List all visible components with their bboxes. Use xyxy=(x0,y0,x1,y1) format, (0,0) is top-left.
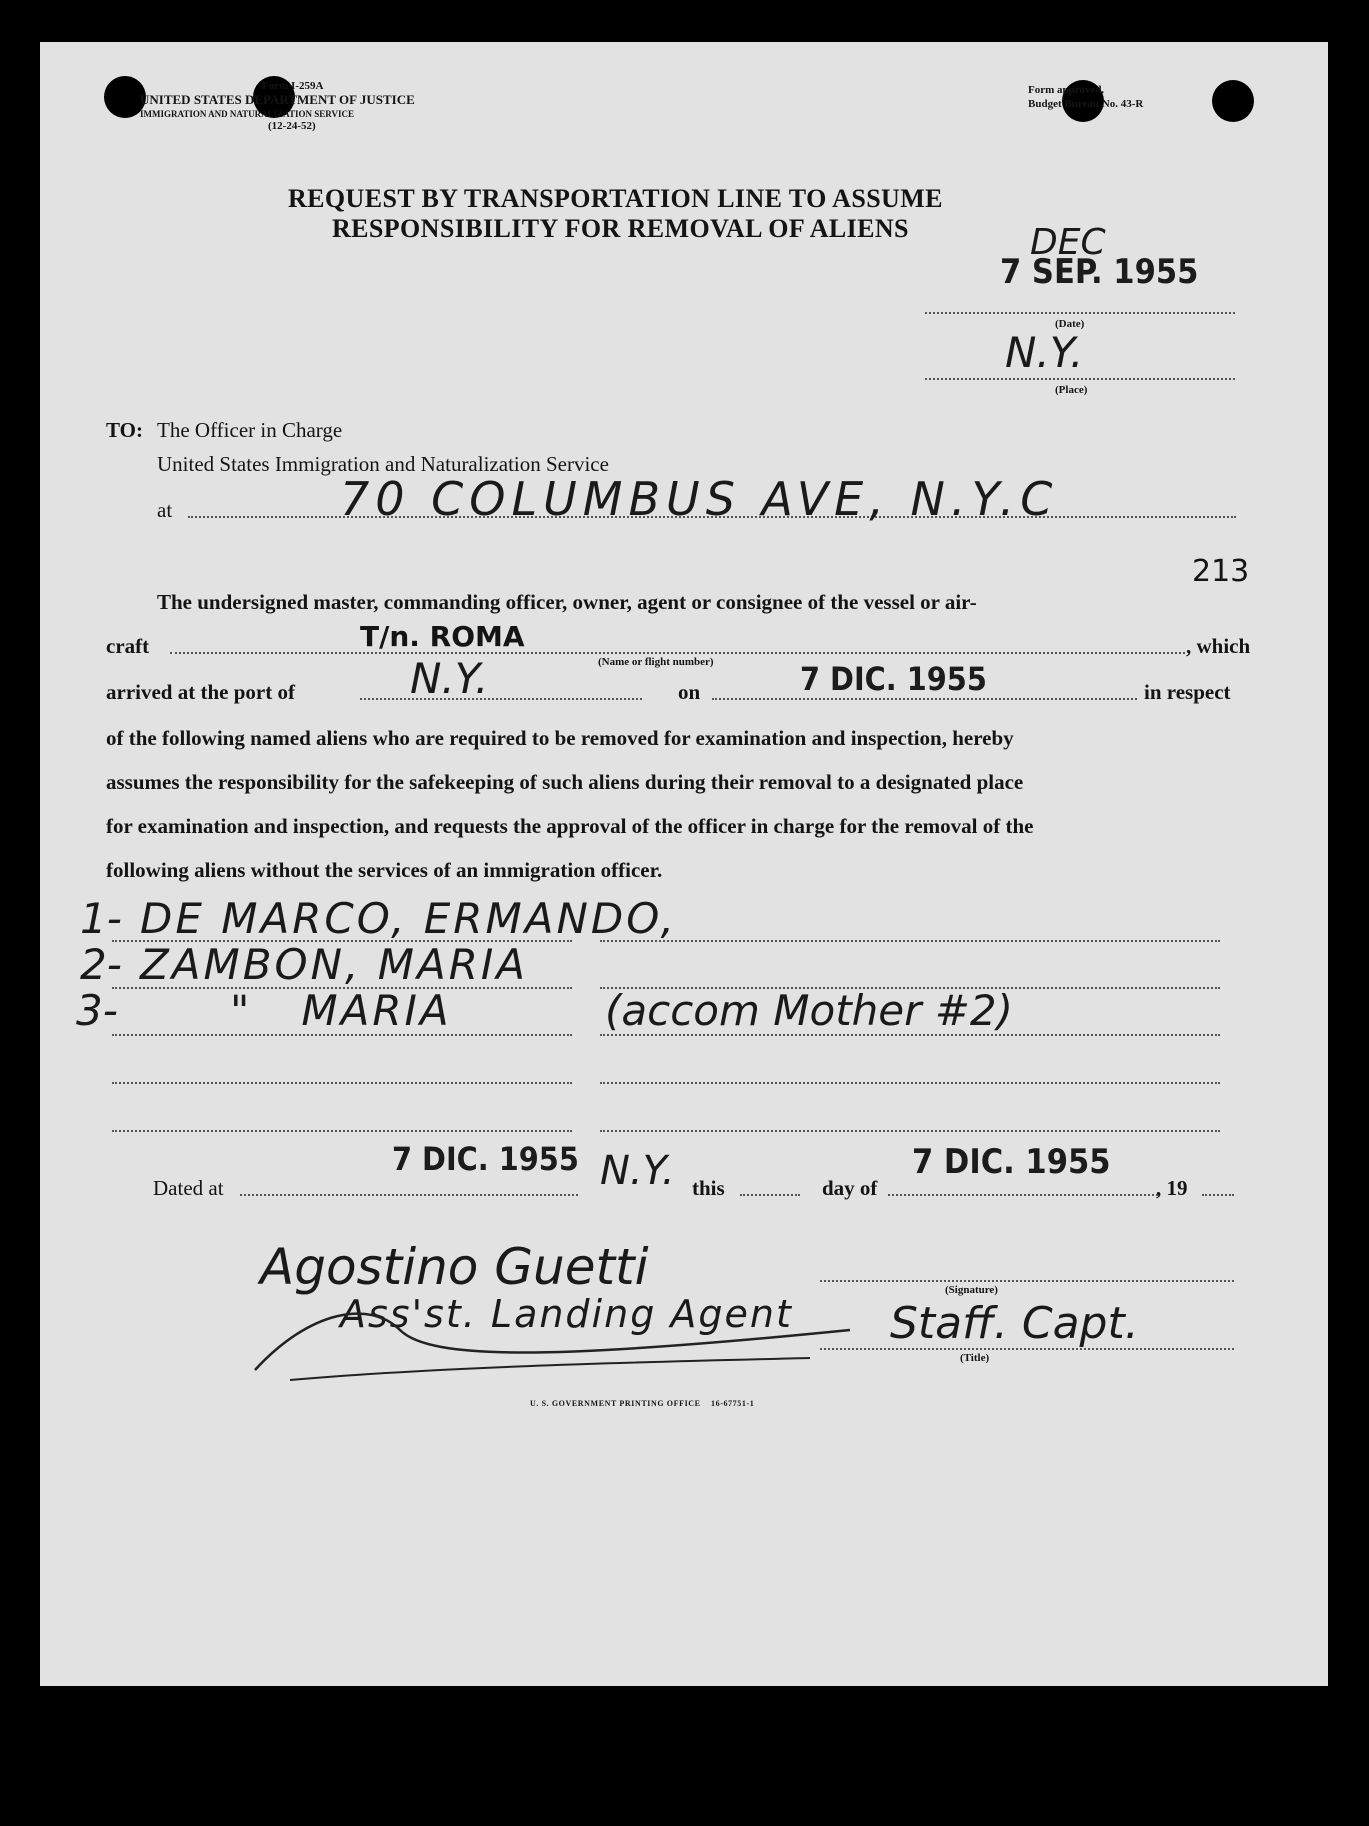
alien-number: 1- xyxy=(80,894,122,943)
year-line xyxy=(1202,1194,1234,1196)
record-number: 213 xyxy=(1192,554,1250,589)
form-date: (12-24-52) xyxy=(268,120,316,132)
which-text: , which xyxy=(1186,634,1251,658)
alien-line-right xyxy=(600,1130,1220,1132)
alien-name: " MARIA xyxy=(230,986,452,1035)
form-title-line1: REQUEST BY TRANSPORTATION LINE TO ASSUME xyxy=(288,184,943,213)
date-month-handwritten: DEC xyxy=(1030,222,1106,263)
date-label: (Date) xyxy=(1055,318,1085,330)
alien-line-left xyxy=(112,1082,572,1084)
alien-name: DE MARCO, ERMANDO, xyxy=(140,894,677,943)
punch-hole xyxy=(1212,80,1254,122)
officer-in-charge: The Officer in Charge xyxy=(157,418,343,442)
port-value: N.Y. xyxy=(410,654,489,703)
title-value-2: Staff. Capt. xyxy=(890,1298,1139,1349)
arrival-date-stamp: 7 DIC. 1955 xyxy=(800,660,987,698)
alien-number: 2- xyxy=(80,940,122,989)
craft-name: T/n. ROMA xyxy=(360,620,525,653)
signature-label: (Signature) xyxy=(945,1284,998,1296)
signature-line xyxy=(820,1280,1234,1282)
form-number: Form I-259A xyxy=(262,80,324,92)
day-of-line xyxy=(888,1194,1158,1196)
place-label: (Place) xyxy=(1055,384,1088,396)
body-line-3: of the following named aliens who are required to be removed for examination and inspection, hereby xyxy=(106,726,1014,750)
place-line xyxy=(925,378,1235,380)
day-of-label: day of xyxy=(822,1176,878,1200)
port-line xyxy=(360,698,642,700)
alien-line-right xyxy=(600,1082,1220,1084)
form-page xyxy=(40,42,1328,1686)
to-label: TO: xyxy=(106,418,143,442)
alien-line-right xyxy=(600,940,1220,942)
craft-line xyxy=(170,652,1185,654)
alien-name: ZAMBON, MARIA xyxy=(140,940,529,989)
alien-note: (accom Mother #2) xyxy=(605,986,1014,1035)
day-of-stamp: 7 DIC. 1955 xyxy=(912,1142,1111,1182)
alien-number: 3- xyxy=(76,986,118,1035)
form-title-line2: RESPONSIBILITY FOR REMOVAL OF ALIENS xyxy=(332,214,909,243)
year-prefix: , 19 xyxy=(1156,1176,1188,1200)
form-approved: Form approved. xyxy=(1028,84,1105,96)
body-line-6: following aliens without the services of an immigration officer. xyxy=(106,858,663,882)
at-label: at xyxy=(157,498,173,522)
dated-at-label: Dated at xyxy=(153,1176,224,1200)
place-value: N.Y. xyxy=(1005,328,1084,377)
ins-service: United States Immigration and Naturalization Service xyxy=(157,452,609,476)
agency-service: IMMIGRATION AND NATURALIZATION SERVICE xyxy=(140,109,354,119)
body-line-4: assumes the responsibility for the safekeeping of such aliens during their removal to a designated place xyxy=(106,770,1024,794)
on-label: on xyxy=(678,680,701,704)
arrived-label: arrived at the port of xyxy=(106,680,295,704)
office-address: 70 COLUMBUS AVE, N.Y.C xyxy=(340,472,1059,526)
dated-at-stamp: 7 DIC. 1955 xyxy=(392,1140,579,1178)
name-flight-label: (Name or flight number) xyxy=(598,656,714,668)
printer-line: U. S. GOVERNMENT PRINTING OFFICE 16-67751-1 xyxy=(530,1399,755,1408)
in-respect: in respect xyxy=(1144,680,1231,704)
arrival-date-line xyxy=(712,698,1137,700)
agency-name: UNITED STATES DEPARTMENT OF JUSTICE xyxy=(140,92,415,107)
title-value: Ass'st. Landing Agent xyxy=(340,1292,793,1336)
title-line xyxy=(820,1348,1234,1350)
title-label: (Title) xyxy=(960,1352,990,1364)
craft-label: craft xyxy=(106,634,150,658)
dated-at-line xyxy=(240,1194,578,1196)
signature: Agostino Guetti xyxy=(260,1238,649,1296)
dated-at-place: N.Y. xyxy=(600,1148,675,1194)
date-stamp: 7 SEP. 1955 xyxy=(1000,252,1199,292)
signature-flourish xyxy=(250,1270,870,1390)
alien-line-left xyxy=(112,1130,572,1132)
body-line-5: for examination and inspection, and requests the approval of the officer in charge for the removal of the xyxy=(106,814,1034,838)
budget-bureau: Budget Bureau No. 43-R xyxy=(1028,98,1144,110)
date-line xyxy=(925,312,1235,314)
this-line xyxy=(740,1194,800,1196)
this-label: this xyxy=(692,1176,725,1200)
body-line-1: The undersigned master, commanding officer, owner, agent or consignee of the vessel or air- xyxy=(157,590,977,614)
